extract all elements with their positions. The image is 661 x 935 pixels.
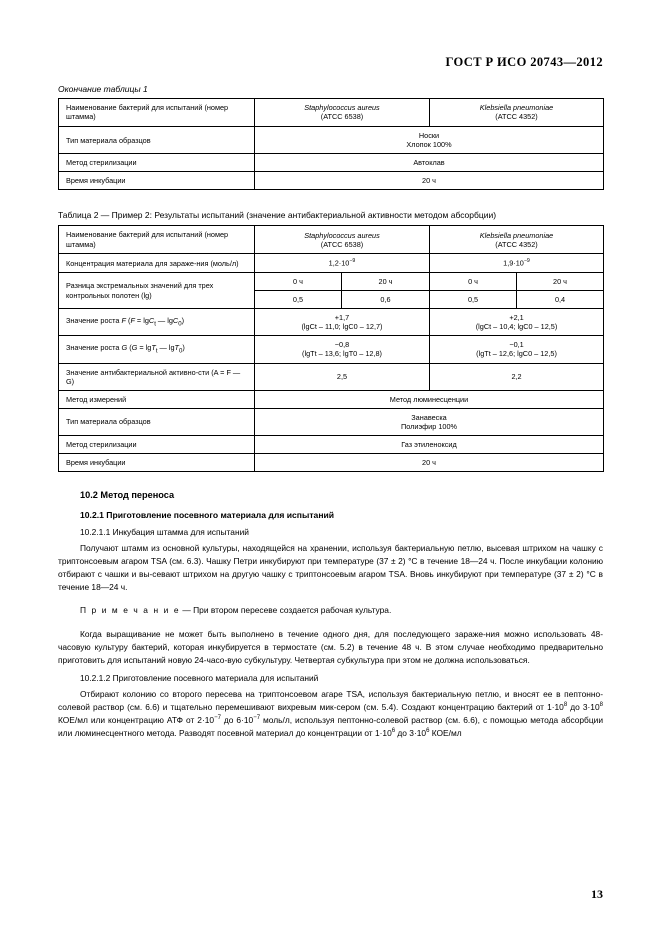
table2-header-col3 [430, 226, 604, 254]
bacteria-strain: (ATCC 4352) [495, 112, 538, 122]
bacteria-strain: (ATCC 4352) [495, 239, 538, 249]
paragraph-preparation [58, 688, 603, 739]
table1-header-col3 [430, 99, 604, 127]
row-label-concentration: Концентрация материала для зараже-ния (моль/л) [59, 254, 255, 273]
row-label-growth-g: Значение роста G (G = lgT$_t$ — lgT$_0$) [59, 336, 255, 363]
growth-g-kp-detail: (lgТt – 12,6; lgС0 – 12,5) [476, 349, 557, 359]
p3-seg7: КОЕ/мл [429, 727, 462, 738]
row-label-activity: Значение антибактериальной активно-сти (A = F — G) [59, 363, 255, 390]
table-row [59, 454, 604, 472]
note-text: — При втором пересеве создается рабочая культура. [180, 605, 392, 616]
table1-row-value: 20 ч [255, 172, 604, 190]
p3-exp1: 8 [563, 702, 568, 709]
table-row [59, 390, 604, 408]
table1-row-value [255, 126, 604, 153]
p3-exp4: −7 [253, 715, 261, 722]
table-row [59, 336, 604, 363]
section-heading-10-2-1-2: 10.2.1.2 Приготовление посевного материала для испытаний [80, 673, 319, 684]
table1-row-label: Тип материала образцов [59, 126, 255, 153]
difference-value-1: 0,6 [342, 291, 430, 309]
bacteria-name: Staphylococcus aureus [304, 103, 380, 113]
p3-exp2: 8 [599, 702, 603, 709]
note-label: П р и м е ч а н и е [80, 605, 181, 616]
table-row [59, 154, 604, 172]
bacteria-name: Klebsiella pneumoniae [479, 103, 554, 113]
row-label-measure-method: Метод измерений [59, 390, 255, 408]
table1-header-col1: Наименование бактерий для испытаний (номер штамма) [59, 99, 255, 127]
concentration-kp [430, 254, 604, 273]
incubation-value: 20 ч [255, 454, 604, 472]
table-1 [58, 98, 604, 190]
growth-g-sa-detail: (lgТt – 13,6; lgТ0 – 12,8) [302, 349, 382, 359]
section-heading-10-2: 10.2 Метод переноса [80, 490, 175, 501]
growth-f-kp [430, 309, 604, 336]
growth-f-kp-detail: (lgСt – 10,4; lgС0 – 12,5) [475, 322, 558, 332]
table-row [59, 363, 604, 390]
bacteria-name: Staphylococcus aureus [304, 230, 380, 240]
bacteria-strain: (ATCC 6538) [320, 239, 364, 249]
measure-method-value: Метод люминесценции [255, 390, 604, 408]
table-2 [58, 225, 604, 472]
p3-exp5: 6 [391, 727, 396, 734]
row-label-sterilization: Метод стерилизации [59, 436, 255, 454]
page-number: 13 [591, 887, 603, 901]
sterilization-value: Газ этиленоксид [255, 436, 604, 454]
value-line-2: Хлопок 100% [406, 140, 452, 150]
growth-f-sa-detail: (lgСt – 11,0; lgС0 – 12,7) [301, 322, 383, 332]
activity-kp: 2,2 [430, 363, 604, 390]
difference-subheader-0: 0 ч [255, 272, 342, 290]
difference-value-0: 0,5 [255, 291, 342, 309]
growth-g-kp-value: −0,1 [509, 340, 524, 350]
difference-value-3: 0,4 [517, 291, 604, 309]
sample-type-line1: Занавеска [411, 412, 447, 422]
growth-g-kp [430, 336, 604, 363]
difference-subheader-2: 0 ч [430, 272, 517, 290]
bacteria-strain: (ATCC 6538) [320, 112, 364, 122]
p3-exp6: 6 [426, 727, 430, 734]
row-label-incubation: Время инкубации [59, 454, 255, 472]
table-row [59, 436, 604, 454]
sample-type-line2: Полиэфир 100% [400, 422, 458, 431]
growth-g-sa-value: −0,8 [334, 340, 350, 350]
concentration-sa-value: 1,2·10 [328, 258, 350, 268]
table-row [59, 309, 604, 336]
table1-header-col2 [255, 99, 430, 127]
table-row [59, 99, 604, 127]
value-line-1: Носки [418, 130, 440, 140]
activity-sa: 2,5 [255, 363, 430, 390]
table-row [59, 408, 604, 435]
table-row [59, 126, 604, 153]
note-paragraph [58, 604, 603, 617]
p3-seg3: КОЕ/мл или концентрацию АТФ от 2·10 [58, 714, 215, 725]
concentration-sa [255, 254, 430, 273]
difference-subheader-1: 20 ч [342, 272, 430, 290]
growth-f-kp-value: +2,1 [509, 313, 524, 323]
row-label-growth-f: Значение роста F (F = lgC$_t$ — lgC$_0$) [59, 309, 255, 336]
paragraph-inoculation: Получают штамм из основной культуры, находящейся на хранении, используя бактериальную петлю, высевая штрихом на чашку с триптонсоевым агаром TSA (см. 6.3). Чашку Петри инкубируют при температуре (37 ± 2) °С в течение 18—24 ч. После инкубации колонию отбирают с чашки и вы-севают штрихом на другую чашку с триптонсоевым агаром TSA. Вновь инкубируют при температуре (37 ± 2) °С в течение 18—24 ч. [58, 543, 603, 592]
bacteria-name: Klebsiella pneumoniae [479, 230, 554, 240]
paragraph-subculture: Когда выращивание не может быть выполнено в течение одного дня, для последующего зараже-ния можно использовать 48-часовую культуру бактерий, которая инкубируется в термостате (см. 5.2) в течение 48 ч. В этом случае необходимо предварительно приготовить для испытаний новую 24-часо-вую субкультуру. Четвертая субкультура при этом не должна использоваться. [58, 629, 603, 665]
growth-g-sa [255, 336, 430, 363]
p3-seg1: Отбирают колонию со второго пересева на триптонсоевом агаре TSA, используя бактериальную петлю, и вносят ее в пептонно-солевой раствор (см. 6.6) и тщательно перемешивают вихревым мик-сером (см. 5.4). Создают концентрацию бактерий от 1·10 [58, 689, 603, 713]
p3-seg5: моль/л, используя пептонно-солевой раствор (см. 6.6), с помощью метода абсорбции или люминесцентного метода. Разводят посевной материал до концентрации от 1·10 [58, 714, 603, 738]
section-heading-10-2-1-1: 10.2.1.1 Инкубация штамма для испытаний [80, 527, 249, 538]
growth-f-sa [255, 309, 430, 336]
concentration-sa-exp: −9 [349, 258, 356, 265]
table-row [59, 272, 604, 290]
concentration-kp-exp: −9 [523, 258, 530, 265]
page-title: ГОСТ Р ИСО 20743—2012 [445, 55, 603, 69]
p3-seg6: до 3·10 [395, 727, 427, 738]
concentration-kp-value: 1,9·10 [503, 258, 524, 268]
table2-header-col1: Наименование бактерий для испытаний (номер штамма) [59, 226, 255, 254]
table2-caption: Таблица 2 — Пример 2: Результаты испытаний (значение антибактериальной активности методом абсорбции) [58, 210, 497, 221]
table-row [59, 226, 604, 254]
difference-subheader-3: 20 ч [517, 272, 604, 290]
table1-row-label: Время инкубации [59, 172, 255, 190]
row-label-difference: Разница экстремальных значений для трех контрольных полотен (lg) [59, 272, 255, 308]
table1-caption: Окончание таблицы 1 [58, 84, 148, 94]
table1-row-value: Автоклав [255, 154, 604, 172]
growth-f-sa-value: +1,7 [334, 313, 350, 323]
table2-header-col2 [255, 226, 430, 254]
table1-row-label: Метод стерилизации [59, 154, 255, 172]
section-heading-10-2-1: 10.2.1 Приготовление посевного материала для испытаний [80, 510, 335, 521]
table-row [59, 254, 604, 273]
p3-seg4: до 6·10 [220, 714, 254, 725]
row-label-sample-type: Тип материала образцов [59, 408, 255, 435]
difference-value-2: 0,5 [430, 291, 517, 309]
sample-type-value [255, 408, 604, 435]
p3-exp3: −7 [214, 715, 221, 722]
p3-seg2: до 3·10 [567, 702, 600, 713]
table-row [59, 172, 604, 190]
